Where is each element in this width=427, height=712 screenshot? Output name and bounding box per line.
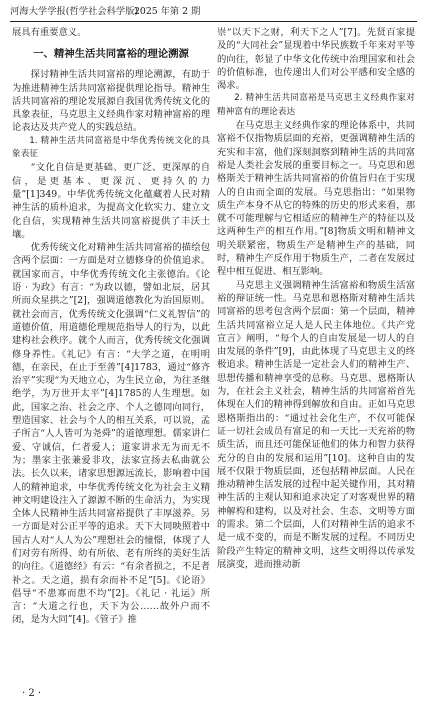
paragraph-continuation: 展具有重要意义。: [12, 27, 87, 38]
paragraph: 马克思主义强调精神生活富裕和物质生活富裕的辩证统一性。马克思和恩格斯对精神生活共同富裕的思考包含两个层面：第一个层面，精神生活共同富裕立足人是人民主体地位。《共产党宣言》阐明，“每个人的自由发展是一切人的自由发展的条件”[9]，由此体现了马克思主义的终极追求。精神生活是一定社会人们的精神生产、思想传播和精神享受的总称。马克思、恩格斯认为，在社会主义社会，精神生活的共同富裕首先体现在人们的精神得到解放和自由。正如马克思恩格斯指出的：“通过社会化生产，不仅可能保证一切社会成员有富足的和一天比一天充裕的物质生活，而且还可能保证他们的体力和智力获得充分的自由的发展和运用”[10]。这种自由的发展不仅限于物质层面，还包括精神层面。人民在推动精神生活发展的过程中起关键作用，其对精神生活的主观认知和追求决定了对客观世界的精神解构和建构，以及对社会、生态、文明等方面的需求。第二个层面，人们对精神生活的追求不是一成不变的，而是不断发展的过程。不同历史阶段产生特定的精神文明，这些文明得以传承发展演变，进而推动新: [217, 279, 415, 570]
paragraph: 在马克思主义经典作家的理论体系中，共同富裕不仅指物质层面的充裕，更强调精神生活的充实和丰富，他们深刻洞察到精神生活的共同富裕是人类社会发展的重要目标之一。马克思和恩格斯关于精神生活共同富裕的价值旨归在于实现人的自由而全面的发展。马克思指出：“如果物质生产本身不从它的特殊的历史的形式来看，那就不可能理解与它相适应的精神生产的特征以及这两种生产的相互作用。”[8]物质文明和精神文明关联紧密，物质生产是精神生产的基础，同时，精神生产反作用于物质生产，二者在发展过程中相互促进、相互影响。: [217, 120, 415, 278]
paragraph: 探讨精神生活共同富裕的理论溯源，有助于为推进精神生活共同富裕提供理论指导。精神生活共同富裕的理论发展源自我国优秀传统文化的具象表征，马克思主义经典作家对精神富裕的理论表达及共产党人的实践总结。: [12, 69, 210, 134]
issue-label: 2025 年第 2 期: [134, 6, 201, 17]
paragraph-continuation: 崇“以天下之财，利天下之人”[7]。先贤百家提及的“大同社会”显现着中华民族数千年来对平等的向往，彰显了中华文化传统中治理国家和社会的价值标准，也传递出人们对公平感和安全感的渴求。: [217, 27, 415, 92]
running-header: [10, 4, 417, 20]
paragraph: “文化自信是更基础、更广泛、更深厚的自信，是更基本、更深沉、更持久的力量”[1]349。中华优秀传统文化蕴藏着人民对精神生活的质朴追求，为提高文化软实力、建立文化自信，实现精神生活共同富裕提供了丰沃土壤。: [12, 162, 210, 240]
subsection-heading: 1. 精神生活共同富裕是中华优秀传统文化的具象表征: [12, 135, 210, 160]
journal-name: 河海大学学报(哲学社会科学版): [10, 6, 139, 17]
paragraph: 优秀传统文化对精神生活共同富裕的描绘包含两个层面：一方面是对立德修身的价值追求。就国家而言，中华优秀传统文化主张德治。《论语 · 为政》有言：“为政以德，譬如北辰，居其所而众星拱之”[2]，强调道德教化为治国原则。就社会而言，优秀传统文化强调“仁义礼智信”的道德价值，用道德伦理规范指导人的行为，以此建构社会秩序。就个人而言，优秀传统文化强调修身养性。《礼记》有言：“大学之道，在明明德，在亲民，在止于至善”[4]1783，通过“修齐治平”实现“为天地立心，为生民立命，为往圣继绝学，为万世开太平”[4]1785的人生理想。如此，国家之治、社会之序、个人之德同向同行，塑造国家、社会与个人的相互关系，可以说，孟子所言“人人皆可为尧舜”的道德理想。儒家讲仁爱、守诚信，仁者爱人；道家讲求无为而无不为；墨家主张兼爱非攻，法家宣扬去私曲就公法。长久以来，诸家思想源远流长，影响着中国人的精神追求，中华优秀传统文化为社会主义精神文明建设注入了源源不断的生命活力，为实现全体人民精神生活共同富裕提供了丰厚滋养。另一方面是对公正平等的追求。天下大同映照着中国古人对“人人为公”理想社会的憧憬，体现了人们对劳有所得、幼有所依、老有所终的美好生活的向往。《道德经》有云：“有余者损之，不足者补之。天之道，损有余而补不足”[5]。《论语》倡导“不患寡而患不均”[2]。《礼记 · 礼运》所言：“大道之行也，天下为公……故外户而不闭，是为大同”[4]。《管子》推: [12, 242, 210, 626]
header-divider: [10, 21, 417, 22]
right-column: [217, 26, 415, 571]
left-column: [12, 26, 210, 627]
subsection-heading: 2. 精神生活共同富裕是马克思主义经典作家对精神富有的理论表达: [217, 93, 415, 117]
section-heading: 一、精神生活共同富裕的理论溯源: [33, 48, 189, 61]
page-number: · 2 ·: [22, 688, 42, 699]
